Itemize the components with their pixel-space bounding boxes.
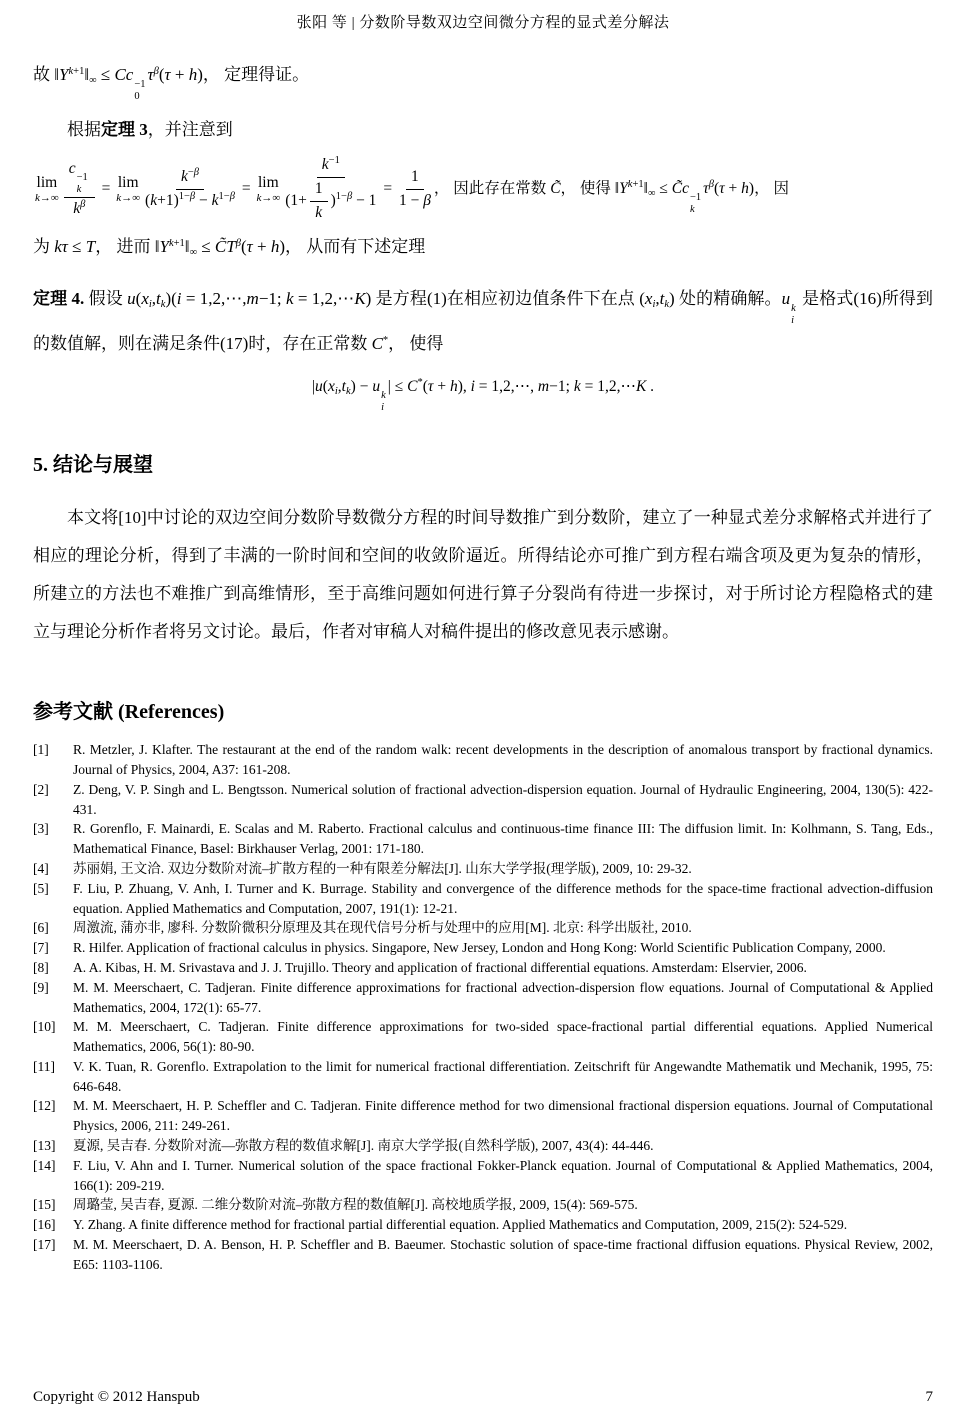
copyright-text: Copyright © 2012 Hanspub xyxy=(33,1389,200,1405)
reference-number: [1] xyxy=(33,742,49,758)
reference-text: A. A. Kibas, H. M. Srivastava and J. J. Trujillo. Theory and application of fractional differential equations. Amsterdam: Elservier, 2006. xyxy=(73,959,807,975)
reference-item xyxy=(33,918,933,938)
reference-number: [15] xyxy=(33,1197,56,1213)
reference-number: [10] xyxy=(33,1019,56,1035)
reference-number: [6] xyxy=(33,920,49,936)
reference-text: R. Metzler, J. Klafter. The restaurant at the end of the random walk: recent developments in the description of anomalous transport by fractional dynamics. Journal of Physics, 2004, A37: 161-208. xyxy=(73,742,933,777)
limit-equation: lim k→∞ c −1 k $k^\beta$ = lim k→∞ $\frac{k^{-\beta}}{(k+1)^{1-\beta} - k^{1-\beta}}$ = lim k→∞ $k^{-1}$ (1+ $\frac{1}{k}$ )$^{1-\beta}$ − 1 = $\frac{1}{1 - \beta}$ ， 因此存在常数 C̃， 使得 $‖Y^{k+1}‖_\infty$ ≤ C̃c −1 k $\tau^\beta(\tau + h)$， 因 xyxy=(35,155,789,221)
reference-number: [4] xyxy=(33,860,49,876)
reference-number: [2] xyxy=(33,781,49,797)
reference-text: R. Gorenflo, F. Mainardi, E. Scalas and M. Raberto. Fractional calculus and continuous-time finance III: The diffusion limit. In: Kolhmann, S. Tang, Eds., Mathematical Finance, Basel: Birkhauser Verlag, 2001: 171-180. xyxy=(73,821,933,857)
reference-number: [16] xyxy=(33,1217,56,1233)
reference-text: M. M. Meerschaert, H. P. Scheffler and C. Tadjeran. Finite difference method for two dimensional fractional dispersion equations. Journal of Computational Physics, 2006, 211: 249-261. xyxy=(73,1098,933,1134)
reference-text: F. Liu, P. Zhuang, V. Anh, I. Turner and K. Burrage. Stability and convergence of the difference methods for the space-time fractional advection-diffusion equation. Applied Mathematics and Computation, 2007, 191(1): 12-21. xyxy=(73,880,933,916)
reference-text: 苏丽娟, 王文洽. 双边分数阶对流–扩散方程的一种有限差分解法[J]. 山东大学学报(理学版), 2009, 10: 29-32. xyxy=(73,860,692,876)
reference-text: M. M. Meerschaert, C. Tadjeran. Finite difference approximations for two-sided space-fractional partial differential equations. Applied Numerical Mathematics, 2006, 56(1): 80-90. xyxy=(73,1019,933,1055)
reference-text: V. K. Tuan, R. Gorenflo. Extrapolation to the limit for numerical fractional differentiation. Zeitschrift für Angewandte Mathematik und Mechanik, 1995, 75: 646-648. xyxy=(73,1058,933,1094)
running-header: 张阳 等 | 分数阶导数双边空间微分方程的显式差分解法 xyxy=(296,15,670,31)
reference-number: [5] xyxy=(33,880,49,896)
reference-text: F. Liu, V. Ahn and I. Turner. Numerical solution of the space fractional Fokker-Planck equation. Journal of Computational & Applied Mathematics, 2004, 166(1): 209-219. xyxy=(73,1157,933,1193)
reference-text: M. M. Meerschaert, C. Tadjeran. Finite difference approximations for fractional advection-dispersion flow equations. Journal of Computational & Applied Mathematics, 2004, 172(1): 65-77. xyxy=(73,979,933,1015)
reference-text: M. M. Meerschaert, D. A. Benson, H. P. Scheffler and B. Baeumer. Stochastic solution of space-time fractional diffusion equations. Physical Review, 2002, E65: 1103-1106. xyxy=(73,1237,933,1272)
reference-text: 周璐莹, 吴吉春, 夏源. 二维分数阶对流–弥散方程的数值解[J]. 高校地质学报, 2009, 15(4): 569-575. xyxy=(73,1197,638,1213)
reference-item xyxy=(33,740,933,780)
section5-heading: 5. 结论与展望 xyxy=(33,454,153,477)
theorem4-paragraph: 定理 4. 假设 $u(x_i,t_k)(i$ = 1,2,⋯,m−1; k = 1,2,⋯K) 是方程(1)在相应初边值条件下在点 $(x_i,t_k)$ 处的精确解。u k i 是格式(16)所得到的数值解，则在满足条件(17)时，存在正常数 C*， 使得 xyxy=(33,288,934,354)
reference-item xyxy=(33,978,933,1018)
references-list xyxy=(33,740,933,1275)
reference-text: Z. Deng, V. P. Singh and L. Bengtsson. Numerical solution of fractional advection-dispersion equation. Journal of Hydraulic Engineering, 2004, 130(5): 422-431. xyxy=(73,781,933,817)
reference-item xyxy=(33,958,933,978)
conclusion-paragraph: 本文将[10]中讨论的双边空间分数阶导数微分方程的时间导数推广到分数阶，建立了一种显式差分求解格式并进行了相应的理论分析，得到了丰满的一阶时间和空间的收敛阶逼近。所得结论亦可推广到方程右端含项及更为复杂的情形，所建立的方法也不难推广到高维情形，至于高维问题如何进行算子分裂尚有待进一步探讨，对于所讨论方程隐格式的建立与理论分析作者将另文讨论。最后，作者对审稿人对稿件提出的修改意见表示感谢。 xyxy=(33,508,933,642)
reference-number: [12] xyxy=(33,1098,56,1114)
page-footer xyxy=(33,1389,933,1406)
error-bound-equation: $|u(x_i,t_k) - u$ k i | ≤ C*(τ + h), i = 1,2,⋯, m−1; k = 1,2,⋯K . xyxy=(311,377,655,414)
reference-number: [13] xyxy=(33,1138,56,1154)
reference-item xyxy=(33,859,933,879)
reference-item xyxy=(33,819,933,859)
reference-item xyxy=(33,1057,933,1097)
page-number: 7 xyxy=(925,1389,933,1405)
reference-number: [8] xyxy=(33,959,49,975)
reference-text: 夏源, 吴吉春. 分数阶对流—弥散方程的数值求解[J]. 南京大学学报(自然科学版), 2007, 43(4): 44-446. xyxy=(73,1138,654,1154)
reference-text: 周激流, 蒲亦非, 廖科. 分数阶微积分原理及其在现代信号分析与处理中的应用[M]. 北京: 科学出版社, 2010. xyxy=(73,920,692,936)
according-theorem3-line: 根据定理 3，并注意到 xyxy=(67,120,233,140)
reference-text: Y. Zhang. A finite difference method for fractional partial differential equation. Applied Mathematics and Computation, 2009, 215(2): 524-529. xyxy=(73,1217,848,1233)
page-content xyxy=(0,60,966,1275)
reference-number: [7] xyxy=(33,940,49,956)
ktau-conclusion-line: 为 kτ ≤ T， 进而 $‖Y^{k+1}‖_\infty$ ≤ $C̃T^\beta(\tau + h)$， 从而有下述定理 xyxy=(33,236,426,258)
reference-item xyxy=(33,1156,933,1196)
reference-item xyxy=(33,1215,933,1235)
reference-item xyxy=(33,1195,933,1215)
references-heading: 参考文献 (References) xyxy=(33,701,225,724)
reference-item xyxy=(33,1096,933,1136)
reference-text: R. Hilfer. Application of fractional calculus in physics. Singapore, New Jersey, London and Hong Kong: World Scientific Publication Company, 2000. xyxy=(73,940,886,956)
reference-number: [17] xyxy=(33,1237,56,1253)
reference-number: [14] xyxy=(33,1157,56,1173)
reference-item xyxy=(33,780,933,820)
reference-item xyxy=(33,1235,933,1275)
reference-item xyxy=(33,1136,933,1156)
reference-item xyxy=(33,879,933,919)
reference-item xyxy=(33,1017,933,1057)
proof-conclusion-line: 故 $‖Y^{k+1}‖_\infty \le Cc$ −1 0 $\tau^\beta(\tau + h)$， 定理得证。 xyxy=(33,65,310,103)
reference-number: [9] xyxy=(33,979,49,995)
reference-item xyxy=(33,938,933,958)
reference-number: [3] xyxy=(33,821,49,837)
reference-number: [11] xyxy=(33,1058,55,1074)
